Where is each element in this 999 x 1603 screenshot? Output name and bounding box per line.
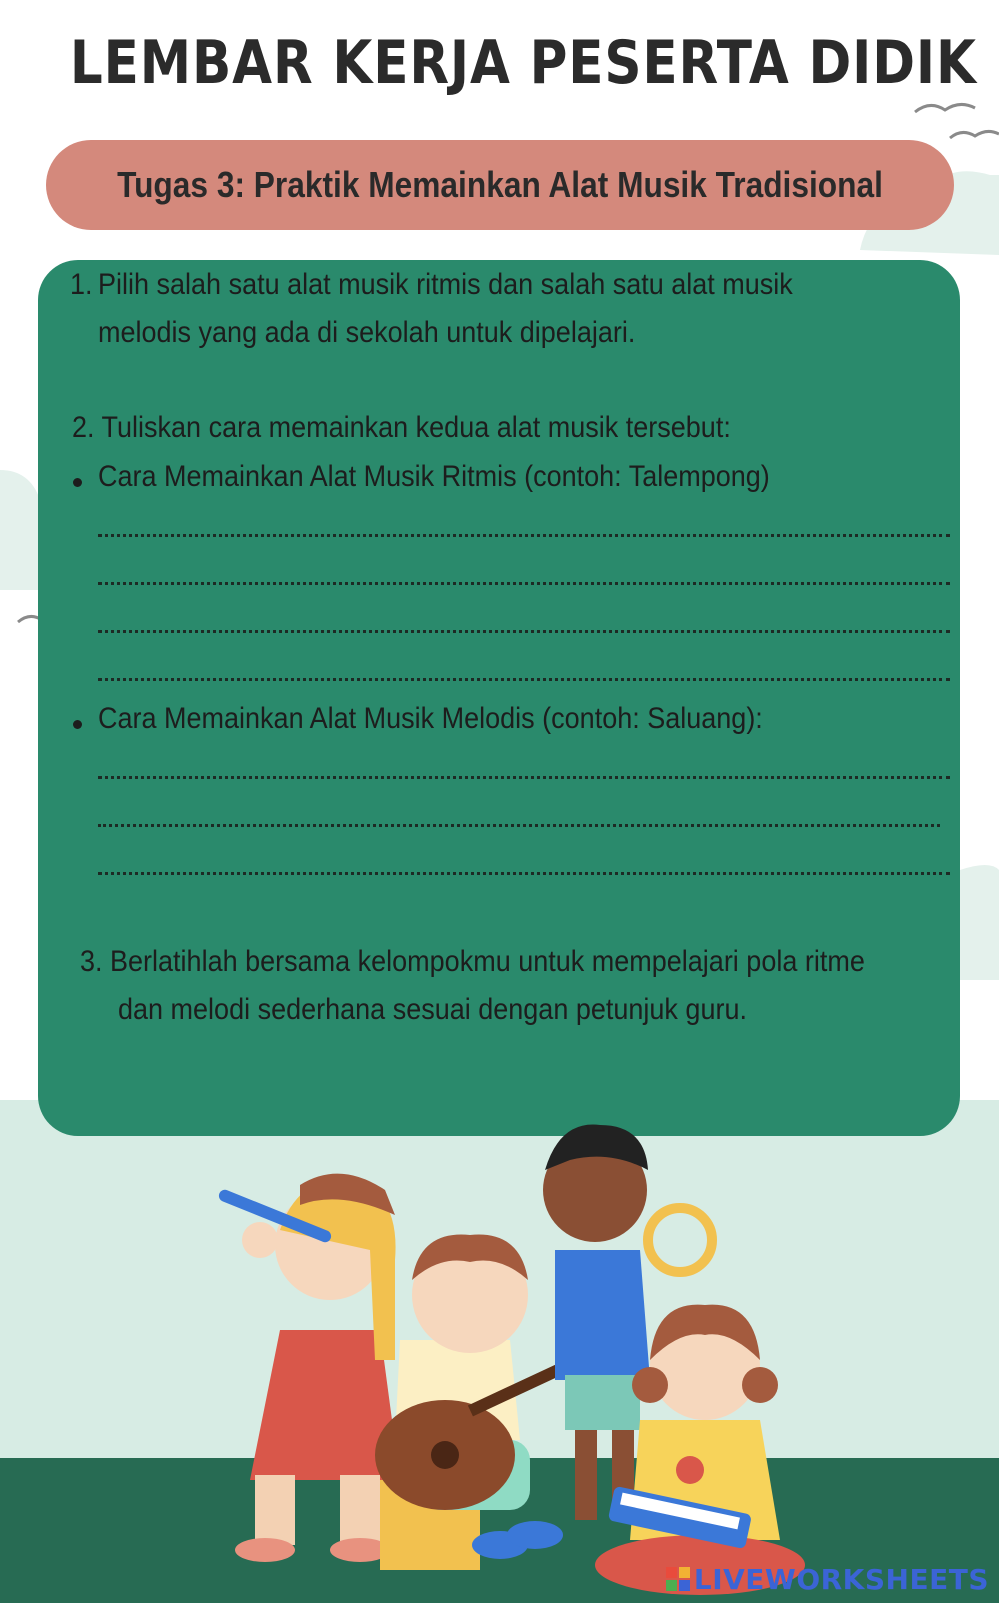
task-header-label: Tugas 3: Praktik Memainkan Alat Musik Tradisional	[117, 164, 883, 205]
task-header	[46, 140, 954, 230]
item3-line2: dan melodi sederhana sesuai dengan petunjuk guru.	[118, 993, 747, 1026]
liveworksheets-watermark	[666, 1561, 989, 1597]
answer-line-ritmis-3[interactable]	[98, 630, 950, 633]
item3-line1: 3. Berlatihlah bersama kelompokmu untuk mempelajari pola ritme	[80, 945, 865, 978]
answer-line-melodis-2[interactable]	[98, 824, 940, 827]
watermark-text: LIVEWORKSHEETS	[693, 1562, 989, 1596]
bullet-ritmis: Cara Memainkan Alat Musik Ritmis (contoh: Talempong)	[98, 460, 770, 493]
answer-line-ritmis-4[interactable]	[98, 678, 950, 681]
answer-line-melodis-1[interactable]	[98, 776, 950, 779]
liveworksheets-logo-icon	[666, 1567, 690, 1591]
bullet-icon	[73, 720, 82, 729]
page-title: LEMBAR KERJA PESERTA DIDIK	[69, 28, 977, 98]
children-musicians-illustration	[0, 1120, 999, 1603]
answer-line-ritmis-1[interactable]	[98, 534, 950, 537]
girl-flute-figure	[217, 1174, 400, 1562]
answer-line-melodis-3[interactable]	[98, 872, 950, 875]
bullet-icon	[73, 478, 82, 487]
item1-number: 1.	[70, 268, 93, 301]
answer-line-ritmis-2[interactable]	[98, 582, 950, 585]
item2-text: 2. Tuliskan cara memainkan kedua alat musik tersebut:	[72, 411, 731, 444]
bullet-melodis: Cara Memainkan Alat Musik Melodis (contoh: Saluang):	[98, 702, 763, 735]
item1-line2: melodis yang ada di sekolah untuk dipelajari.	[98, 316, 636, 349]
item1-line1: Pilih salah satu alat musik ritmis dan salah satu alat musik	[98, 268, 793, 301]
